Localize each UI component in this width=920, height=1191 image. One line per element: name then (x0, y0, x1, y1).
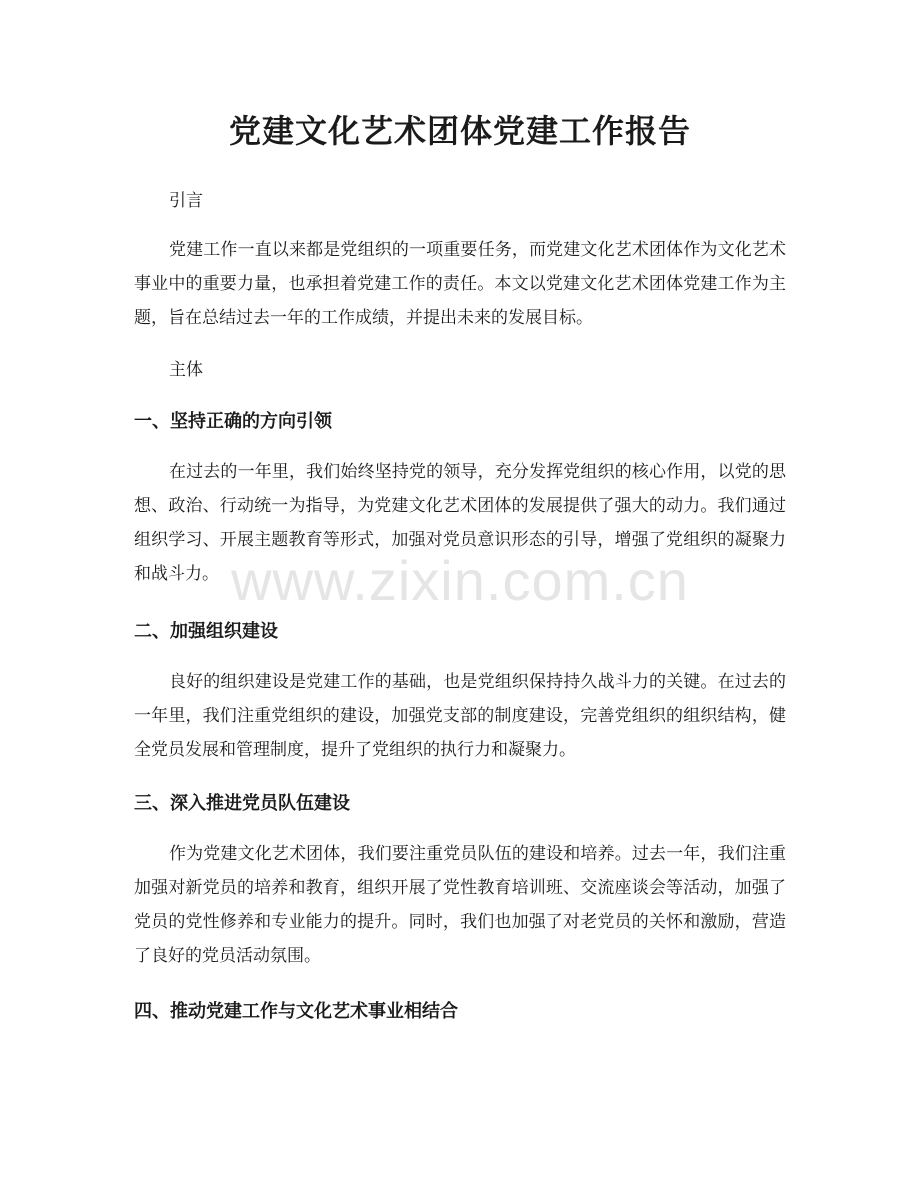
section-heading-2: 二、加强组织建设 (134, 621, 278, 642)
section-paragraph-2: 良好的组织建设是党建工作的基础，也是党组织保持持久战斗力的关键。在过去的一年里，我们注重党组织的建设，加强党支部的制度建设，完善党组织的组织结构，健全党员发展和管理制度，提升了党组织的执行力和凝聚力。 (134, 672, 786, 760)
intro-paragraph: 党建工作一直以来都是党组织的一项重要任务，而党建文化艺术团体作为文化艺术事业中的重要力量，也承担着党建工作的责任。本文以党建文化艺术团体党建工作为主题，旨在总结过去一年的工作成绩，并提出未来的发展目标。 (134, 240, 786, 328)
section-heading-1: 一、坚持正确的方向引领 (134, 411, 332, 432)
document-title: 党建文化艺术团体党建工作报告 (228, 112, 691, 150)
section-paragraph-3: 作为党建文化艺术团体，我们要注重党员队伍的建设和培养。过去一年，我们注重加强对新党员的培养和教育，组织开展了党性教育培训班、交流座谈会等活动，加强了党员的党性修养和专业能力的提升。同时，我们也加强了对老党员的关怀和激励，营造了良好的党员活动氛围。 (134, 844, 786, 966)
section-heading-4: 四、推动党建工作与文化艺术事业相结合 (134, 1001, 458, 1022)
watermark: www.zixin.com.cn (231, 549, 689, 612)
section-paragraph-1: 在过去的一年里，我们始终坚持党的领导，充分发挥党组织的核心作用，以党的思想、政治、行动统一为指导，为党建文化艺术团体的发展提供了强大的动力。我们通过组织学习、开展主题教育等形式，加强对党员意识形态的引导，增强了党组织的凝聚力和战斗力。 (134, 462, 786, 584)
section-heading-3: 三、深入推进党员队伍建设 (134, 793, 350, 814)
body-label: 主体 (169, 360, 203, 380)
intro-label: 引言 (169, 191, 203, 211)
